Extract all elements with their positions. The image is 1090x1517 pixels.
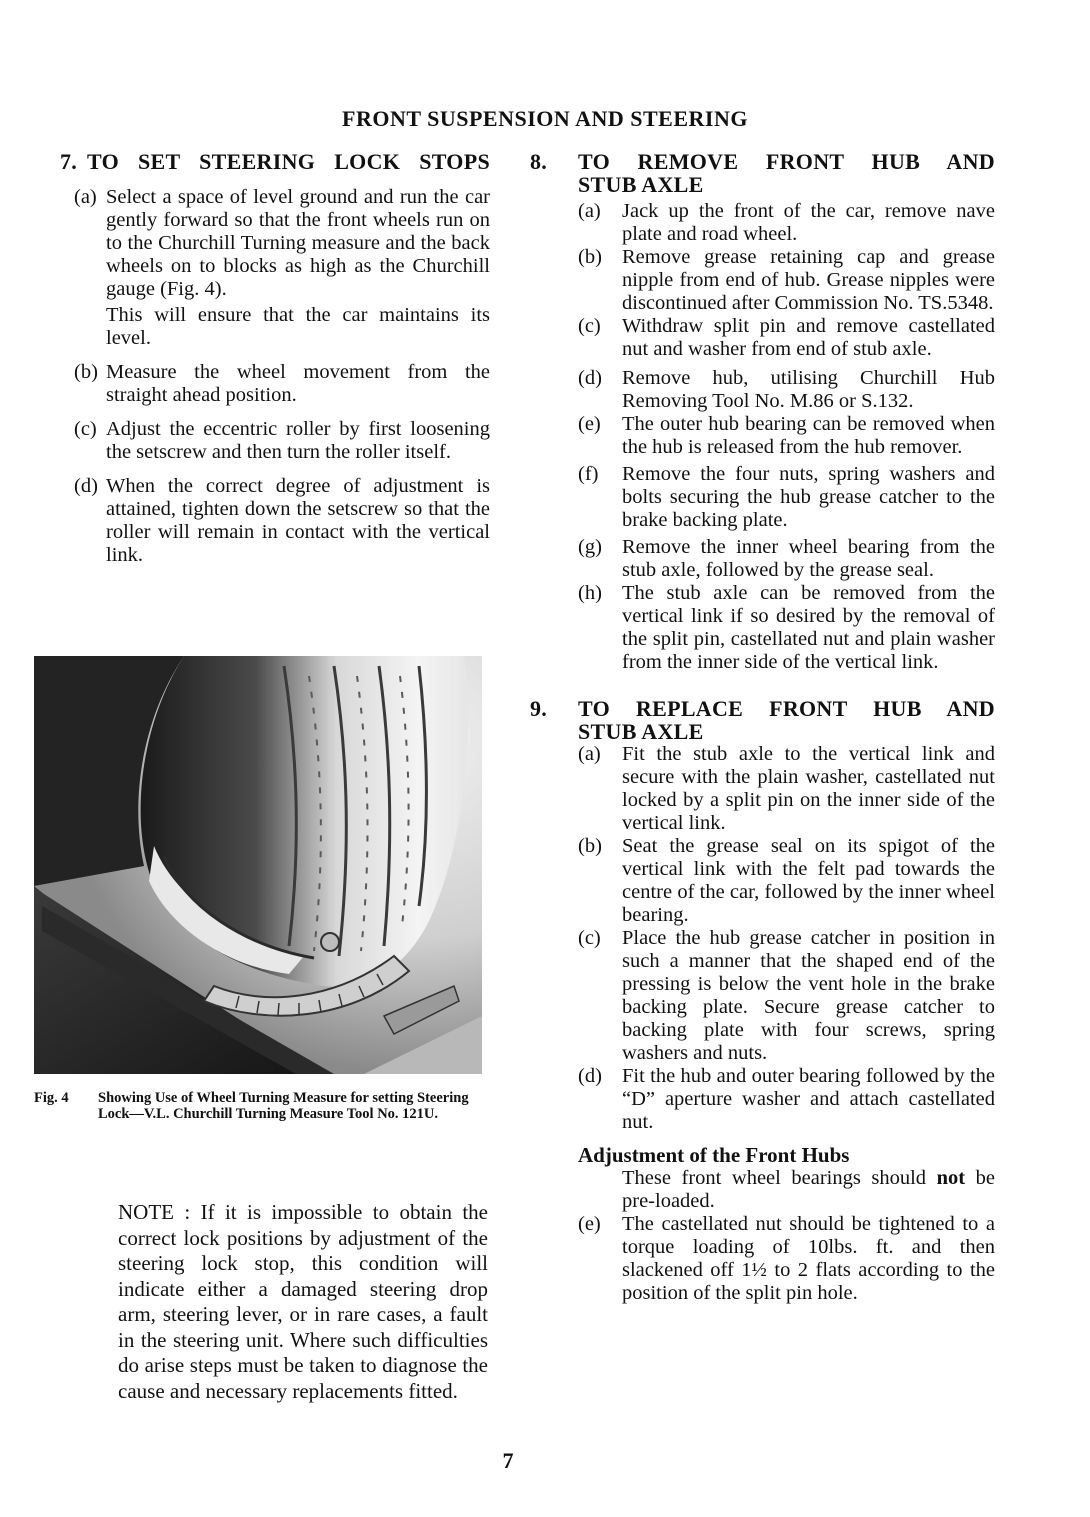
adjustment-paragraph: These front wheel bearings should not be pre-loaded.: [622, 1167, 995, 1212]
figure-caption-text: Showing Use of Wheel Turning Measure for setting Steering Lock—V.L. Churchill Turning Measure Tool No. 121U.: [98, 1090, 469, 1122]
section-8-heading: [530, 151, 995, 174]
section-7-item-d: [60, 475, 490, 567]
section-8-heading-line2: [530, 171, 995, 197]
item-text: Fit the stub axle to the vertical link and secure with the plain washer, castellated nut locked by a split pin on the inner side of the vertical link.: [622, 743, 995, 834]
item-text: Jack up the front of the car, remove nave plate and road wheel.: [622, 200, 995, 245]
section-8-item-h: [530, 582, 995, 674]
item-label: (f): [578, 463, 599, 485]
adjustment-heading: Adjustment of the Front Hubs: [578, 1143, 850, 1167]
section-9-heading: [530, 698, 995, 721]
page-number: 7: [502, 1448, 514, 1473]
item-text: The castellated nut should be tightened to a torque loading of 10lbs. ft. and then slackened off 1½ to 2 flats according to the position of the split pin hole.: [622, 1213, 995, 1304]
note-paragraph: NOTE : If it is impossible to obtain the correct lock positions by adjustment of the steering lock stop, this condition will indicate either a damaged steering drop arm, steering lever, or in rare cases, a fault in the steering unit. Where such difficulties do arise steps must be taken to diagnose the cause and necessary replacements fitted.: [118, 1200, 488, 1403]
section-7-number: 7.: [60, 149, 78, 174]
section-8-title-line1: TO REMOVE FRONT HUB AND: [578, 149, 995, 174]
section-9-item-d: [530, 1065, 995, 1134]
section-9-item-b: [530, 835, 995, 927]
section-8-item-a: [530, 200, 995, 246]
item-text: When the correct degree of adjustment is attained, tighten down the setscrew so that the roller will remain in contact with the vertical link.: [106, 474, 490, 566]
page-title: FRONT SUSPENSION AND STEERING: [342, 106, 748, 131]
item-label: (b): [578, 835, 602, 857]
section-9-heading-line2: [530, 718, 995, 744]
item-text: Remove grease retaining cap and grease nipple from end of hub. Grease nipples were discontinued after Commission No. TS.5348.: [622, 246, 995, 314]
item-text: Seat the grease seal on its spigot of the vertical link with the felt pad towards the centre of the car, followed by the inner wheel bearing.: [622, 835, 995, 926]
item-label: (d): [74, 474, 98, 497]
left-column: [60, 151, 490, 567]
item-label: (a): [578, 200, 601, 222]
section-9-item-a: [530, 743, 995, 835]
item-text: The stub axle can be removed from the vertical link if so desired by the removal of the split pin, castellated nut and plain washer from the inner side of the vertical link.: [622, 582, 995, 673]
section-8-item-d: [530, 367, 995, 413]
section-7-heading: [60, 151, 490, 174]
item-text: The outer hub bearing can be removed when the hub is released from the hub remover.: [622, 413, 995, 458]
item-label: (c): [578, 315, 601, 337]
item-label: (a): [578, 743, 601, 765]
item-text: This will ensure that the car maintains its level.: [106, 303, 490, 349]
item-label: (b): [74, 360, 98, 383]
item-text: Place the hub grease catcher in position in such a manner that the shaped end of the pressing is below the vent hole in the brake backing plate. Secure grease catcher to backing plate with four screws, spring washers and nuts.: [622, 927, 995, 1064]
section-7-title: TO SET STEERING LOCK STOPS: [87, 149, 490, 174]
item-text: Adjust the eccentric roller by first loosening the setscrew and then turn the roller itself.: [106, 417, 490, 463]
item-text: Remove hub, utilising Churchill Hub Removing Tool No. M.86 or S.132.: [622, 367, 995, 412]
item-text: Withdraw split pin and remove castellated nut and washer from end of stub axle.: [622, 315, 995, 360]
item-label: (c): [74, 417, 97, 440]
section-8-item-f: [530, 463, 995, 532]
item-label: (c): [578, 927, 601, 949]
item-label: (d): [578, 367, 602, 389]
section-9-number: 9.: [530, 696, 548, 721]
item-text: Fit the hub and outer bearing followed by the “D” aperture washer and attach castellated nut.: [622, 1065, 995, 1133]
figure-caption: [34, 1090, 494, 1122]
section-9-item-e: [530, 1213, 995, 1305]
section-8-number: 8.: [530, 149, 548, 174]
item-label: (h): [578, 582, 602, 604]
item-label: (e): [578, 413, 601, 435]
section-9-title-line2: STUB AXLE: [578, 718, 704, 744]
item-label: (d): [578, 1065, 602, 1087]
item-label: (a): [74, 185, 97, 208]
section-7-note-a: [60, 304, 490, 350]
section-9-item-c: [530, 927, 995, 1065]
right-column: [530, 151, 995, 1305]
item-label: (e): [578, 1213, 601, 1235]
section-8-item-g: [530, 536, 995, 582]
pivot-knob: [321, 933, 339, 951]
item-text: Remove the inner wheel bearing from the stub axle, followed by the grease seal.: [622, 536, 995, 581]
section-8-item-e: [530, 413, 995, 459]
section-8-title-line2: STUB AXLE: [578, 171, 704, 197]
emphasis-not: not: [936, 1167, 966, 1189]
figure-4-photo: [34, 656, 482, 1074]
item-label: (g): [578, 536, 602, 558]
item-text: Measure the wheel movement from the straight ahead position.: [106, 360, 490, 406]
section-7-item-c: [60, 418, 490, 464]
item-text: Remove the four nuts, spring washers and bolts securing the hub grease catcher to the brake backing plate.: [622, 463, 995, 531]
section-8-item-b: [530, 246, 995, 315]
section-7-item-b: [60, 361, 490, 407]
section-8-item-c: [530, 315, 995, 361]
item-text: Select a space of level ground and run the car gently forward so that the front wheels run on to the Churchill Turning measure and the back wheels on to blocks as high as the Churchill gauge (Fig. 4).: [106, 185, 490, 300]
item-label: (b): [578, 246, 602, 268]
section-7-item-a: [60, 186, 490, 301]
section-9-title-line1: TO REPLACE FRONT HUB AND: [578, 696, 995, 721]
figure-label: Fig. 4: [34, 1090, 69, 1106]
